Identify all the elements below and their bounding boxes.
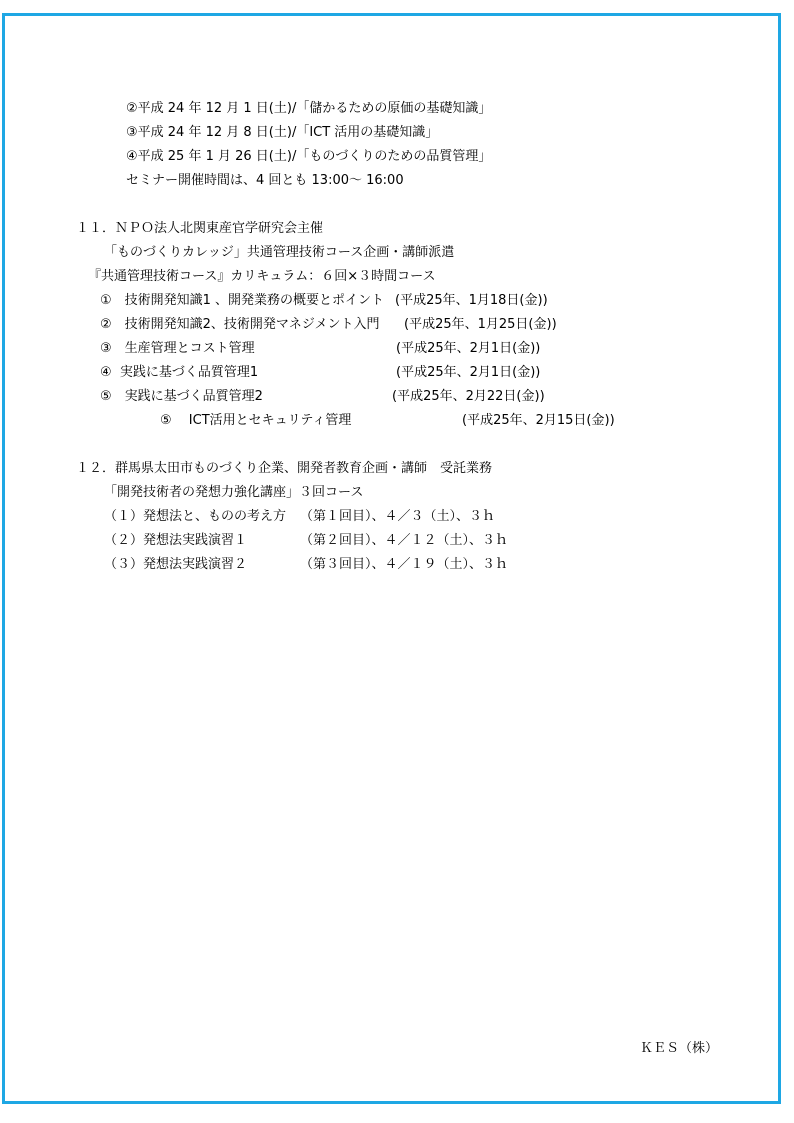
course-item-1-detail: （第１回目）、４／３（土）、３ｈ: [300, 509, 496, 524]
curriculum-item-5-date: (平成25年、2月22日(金)): [392, 389, 545, 404]
curriculum-item-2-date: (平成25年、1月25日(金)): [404, 317, 557, 332]
curriculum-item-6-label: ⑤ ICT活用とセキュリティ管理: [160, 413, 352, 428]
course-item-1-label: （１）発想法と、ものの考え方: [104, 509, 287, 524]
curriculum-item-1-date: (平成25年、1月18日(金)): [395, 293, 548, 308]
curriculum-item-2-label: ② 技術開発知識2、技術開発マネジメント入門: [100, 317, 380, 332]
section-11-curriculum: 『共通管理技術コース』カリキュラム：６回×３時間コース: [88, 269, 436, 284]
course-item-2-detail: （第２回目）、４／１２（土）、３ｈ: [300, 533, 509, 548]
curriculum-item-3-date: (平成25年、2月1日(金)): [396, 341, 541, 356]
course-item-3-label: （３）発想法実践演習２: [104, 557, 248, 572]
course-item-3-detail: （第３回目）、４／１９（土）、３ｈ: [300, 557, 509, 572]
footer-company: ＫＥＳ（株）: [640, 1041, 719, 1056]
section-11-heading: １１．ＮＰＯ法人北関東産官学研究会主催: [76, 221, 324, 236]
section-11-subtitle: 「ものづくりカレッジ」共通管理技術コース企画・講師派遣: [104, 245, 455, 260]
seminar-line-3: ③平成 24 年 12 月 8 日(土)/「ICT 活用の基礎知識」: [126, 125, 439, 140]
section-12-heading: １２．群馬県太田市ものづくり企業、開発者教育企画・講師 受託業務: [76, 461, 493, 476]
curriculum-item-3-label: ③ 生産管理とコスト管理: [100, 341, 255, 356]
seminar-time-note: セミナー開催時間は、4 回とも 13:00～ 16:00: [126, 173, 404, 188]
seminar-line-2: ②平成 24 年 12 月 1 日(土)/「儲かるための原価の基礎知識」: [126, 101, 492, 116]
course-item-2-label: （２）発想法実践演習１: [104, 533, 248, 548]
curriculum-item-5-label: ⑤ 実践に基づく品質管理2: [100, 389, 263, 404]
curriculum-item-6-date: (平成25年、2月15日(金)): [462, 413, 615, 428]
curriculum-item-4-date: (平成25年、2月1日(金)): [396, 365, 541, 380]
curriculum-item-1-label: ① 技術開発知識1 、開発業務の概要とポイント: [100, 293, 385, 308]
curriculum-item-4-label: ④ 実践に基づく品質管理1: [100, 365, 259, 380]
seminar-line-4: ④平成 25 年 1 月 26 日(土)/「ものづくりのための品質管理」: [126, 149, 492, 164]
section-12-subtitle: 「開発技術者の発想力強化講座」３回コース: [104, 485, 364, 500]
